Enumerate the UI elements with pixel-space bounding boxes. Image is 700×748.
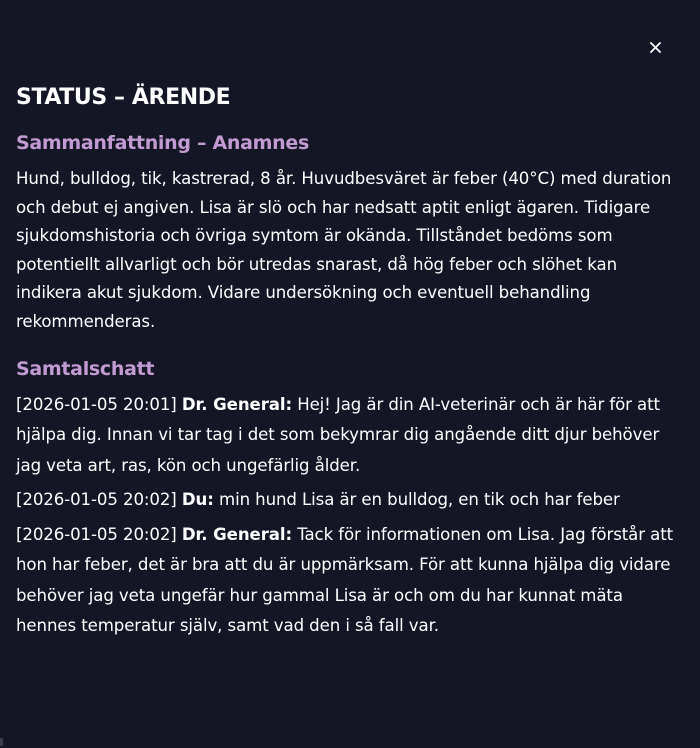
status-content [16, 80, 684, 646]
chat-message [16, 390, 684, 482]
panel-title: STATUS – ÄRENDE [16, 85, 231, 110]
chat-log [16, 390, 684, 642]
chat-timestamp: [2026-01-05 20:01] [16, 394, 177, 414]
summary-heading: Sammanfattning – Anamnes [16, 132, 309, 154]
chat-timestamp: [2026-01-05 20:02] [16, 490, 177, 510]
summary-text: Hund, bulldog, tik, kastrerad, 8 år. Huvudbesväret är feber (40°C) med duration och debut ej angiven. Lisa är slö och har nedsatt aptit enligt ägaren. Tidigare sjukdomshistoria och övriga symtom är okända. Tillståndet bedöms som potentiellt allvarligt och bör utredas snarast, då hög feber och slöhet kan indikera akut sjukdom. Vidare undersökning och eventuell behandling rekommenderas. [16, 169, 672, 331]
chat-message [16, 520, 684, 642]
chat-sender: Dr. General: [181, 524, 292, 544]
chat-text: Tack för informationen om Lisa. Jag förstår att hon har feber, det är bra att du är uppmärksam. För att kunna hjälpa dig vidare behöver jag veta ungefär hur gammal Lisa är och om du har kunnat mäta hennes temperatur själv, samt vad den i så fall var. [16, 524, 674, 636]
chat-text: Hej! Jag är din AI-veterinär och är här för att hjälpa dig. Innan vi tar tag i det som bekymrar dig angående ditt djur behöver jag veta art, ras, kön och ungefärlig ålder. [16, 394, 660, 475]
chat-message [16, 485, 684, 516]
chat-text: min hund Lisa är en bulldog, en tik och har feber [219, 490, 620, 510]
close-button[interactable] [641, 33, 669, 61]
chat-sender: Dr. General: [181, 394, 292, 414]
scroll-edge-marker [0, 738, 3, 746]
chat-sender: Du: [181, 490, 214, 510]
close-icon [650, 42, 661, 53]
chat-heading: Samtalschatt [16, 357, 155, 380]
chat-timestamp: [2026-01-05 20:02] [16, 524, 177, 544]
